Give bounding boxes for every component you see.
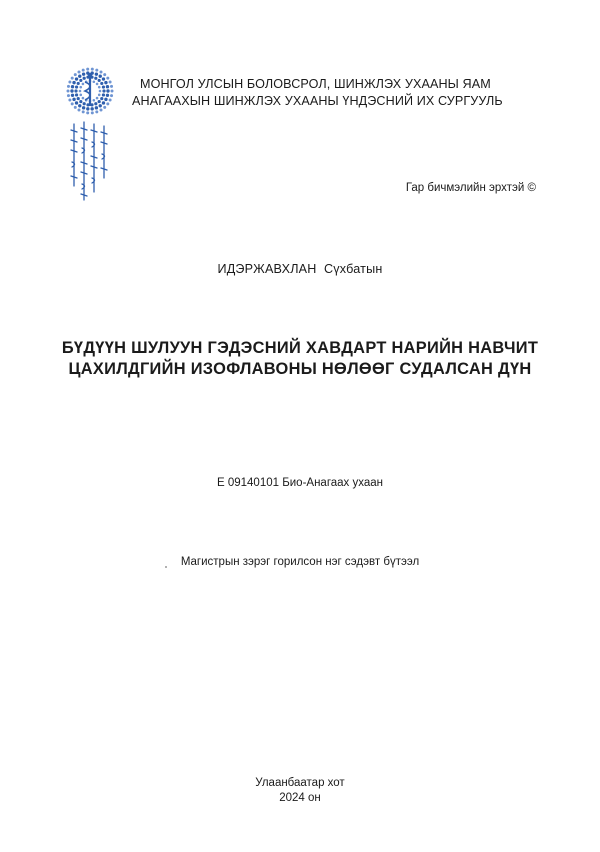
year: 2024 он xyxy=(279,792,321,804)
institution-header xyxy=(132,76,552,110)
copyright-notice: Гар бичмэлийн эрхтэй © xyxy=(405,182,536,194)
thesis-title-line-2: ЦАХИЛДГИЙН ИЗОФЛАВОНЫ НӨЛӨӨГ СУДАЛСАН ДҮН xyxy=(68,360,532,378)
specialty-code: Е 09140101 Био-Анагаах ухаан xyxy=(216,477,384,489)
university-name: АНАГААХЫН ШИНЖЛЭХ УХААНЫ ҮНДЭСНИЙ ИХ СУРГУУЛЬ xyxy=(132,94,503,108)
author-name: ИДЭРЖАВХЛАН Сүхбатын xyxy=(217,262,383,276)
university-emblem-icon xyxy=(58,66,122,206)
ministry-name: МОНГОЛ УЛСЫН БОЛОВСРОЛ, ШИНЖЛЭХ УХААНЫ ЯАМ xyxy=(140,77,491,91)
place-and-year xyxy=(0,776,600,806)
degree-statement: Магистрын зэрэг горилсон нэг сэдэвт бүтээл xyxy=(180,556,420,568)
thesis-title-line-1: БҮДҮҮН ШУЛУУН ГЭДЭСНИЙ ХАВДАРТ НАРИЙН НАВЧИТ xyxy=(61,339,539,357)
city-name: Улаанбаатар хот xyxy=(255,777,345,789)
thesis-title xyxy=(40,338,560,380)
